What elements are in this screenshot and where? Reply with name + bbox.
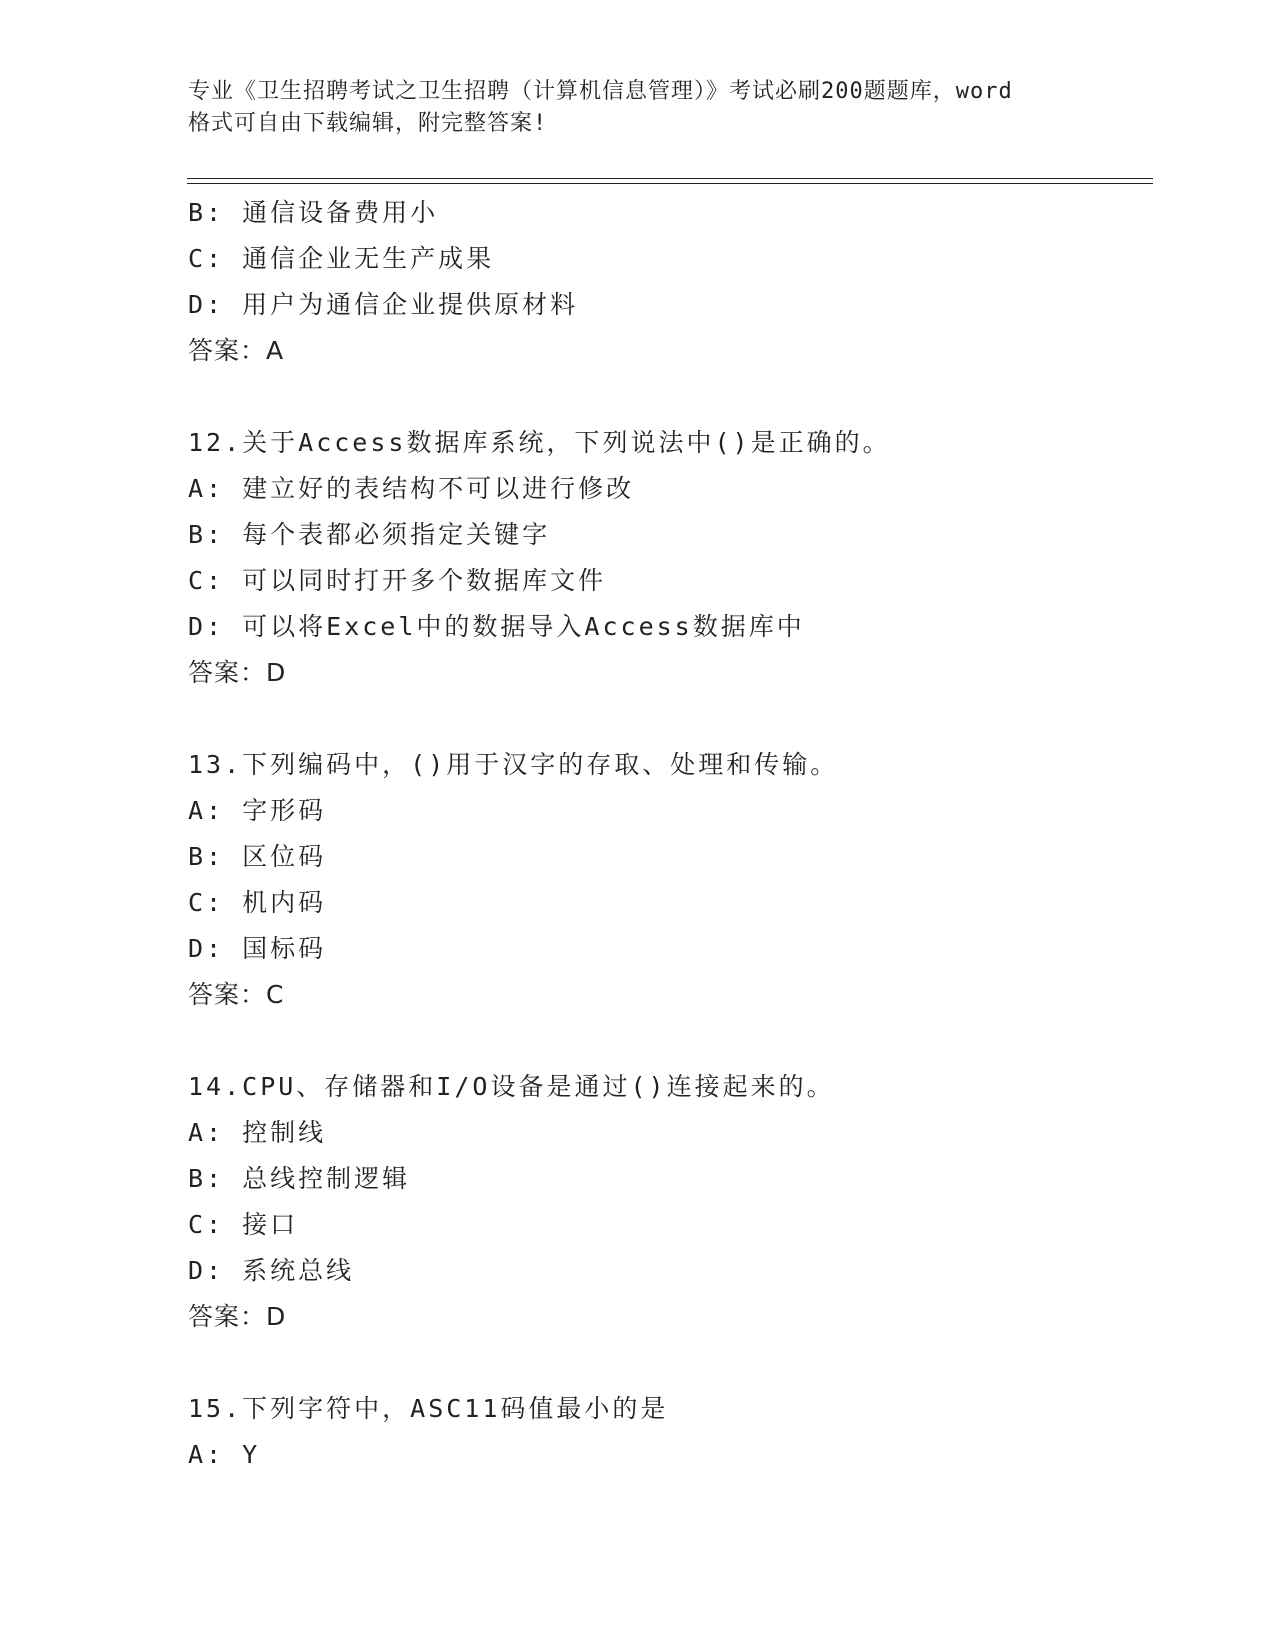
header-divider-bottom	[187, 183, 1153, 184]
option-c: C: 通信企业无生产成果	[188, 244, 495, 273]
question-list	[188, 190, 1148, 1478]
question-14	[188, 1064, 1148, 1340]
spacer	[188, 1340, 1148, 1386]
option-b: B: 总线控制逻辑	[188, 1164, 411, 1193]
answer-label: 答案：A	[188, 336, 285, 365]
answer-label: 答案：C	[188, 980, 285, 1009]
option-c: C: 可以同时打开多个数据库文件	[188, 566, 607, 595]
header-divider-top	[187, 178, 1153, 179]
question-12	[188, 420, 1148, 696]
option-c: C: 机内码	[188, 888, 327, 917]
option-b: B: 每个表都必须指定关键字	[188, 520, 551, 549]
option-a: A: 字形码	[188, 796, 327, 825]
option-a: A: 控制线	[188, 1118, 327, 1147]
option-d: D: 可以将Excel中的数据导入Access数据库中	[188, 612, 805, 641]
question-13	[188, 742, 1148, 1018]
answer-label: 答案：D	[188, 658, 287, 687]
spacer	[188, 696, 1148, 742]
option-d: D: 用户为通信企业提供原材料	[188, 290, 579, 319]
option-a: A: 建立好的表结构不可以进行修改	[188, 474, 635, 503]
question-stem: 13.下列编码中，()用于汉字的存取、处理和传输。	[188, 750, 839, 779]
question-stem: 12.关于Access数据库系统，下列说法中()是正确的。	[188, 428, 891, 457]
question-stem: 15.下列字符中，ASC11码值最小的是	[188, 1394, 669, 1423]
header-title-line-1: 专业《卫生招聘考试之卫生招聘（计算机信息管理）》考试必刷200题题库，word	[188, 79, 1013, 104]
option-b: B: 通信设备费用小	[188, 198, 439, 227]
option-d: D: 系统总线	[188, 1256, 355, 1285]
option-b: B: 区位码	[188, 842, 327, 871]
question-stem: 14.CPU、存储器和I/O设备是通过()连接起来的。	[188, 1072, 835, 1101]
option-a: A: Y	[188, 1440, 261, 1469]
option-c: C: 接口	[188, 1210, 299, 1239]
spacer	[188, 1018, 1148, 1064]
header-title-line-2: 格式可自由下载编辑，附完整答案!	[188, 111, 548, 136]
question-15	[188, 1386, 1148, 1478]
option-d: D: 国标码	[188, 934, 327, 963]
answer-label: 答案：D	[188, 1302, 287, 1331]
document-header	[188, 76, 1088, 140]
question-11-continued	[188, 190, 1148, 374]
spacer	[188, 374, 1148, 420]
